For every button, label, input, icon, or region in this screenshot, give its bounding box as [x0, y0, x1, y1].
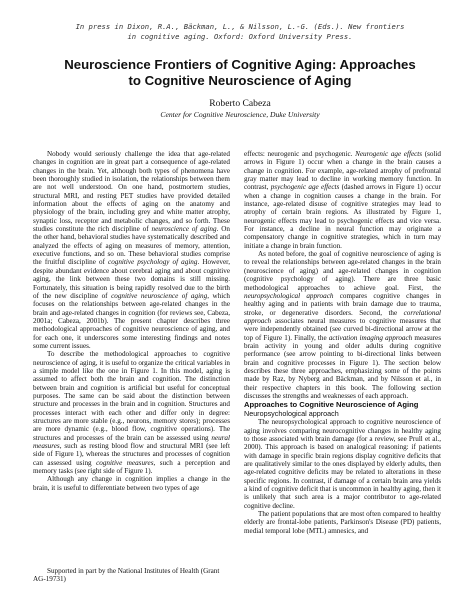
text-span: , such as resting blood flow and structural MRI (see left side of Figure 1), whereas the structures and processes of cognition can assessed using — [33, 442, 230, 467]
right-paragraph-3: The neuropsychological approach to cognitive neuroscience of aging involves comparing neurocognitive changes in healthy aging to those associated with brain damage (for a review, see Prull et al., 2000). This approach is based on analogical reasoning: if patients with damage in specific brain regions display cognitive deficits that are qualitatively similar to the ones displayed by elderly adults, then age-related cognitive deficits may be related to alterations in these specific regions. In contrast, if damage of a certain brain area yields a kind of cognitive deficit that is uncommon in healthy aging, then it is unlikely that such area is a major contributor to age-related cognitive decline. — [244, 418, 441, 510]
emphasis-term: neural measures — [33, 433, 230, 451]
section-heading: Approaches to Cognitive Neuroscience of Aging — [244, 400, 419, 410]
right-column — [244, 150, 441, 535]
emphasis-term: cognitive psychology of aging — [108, 258, 198, 267]
left-paragraph-3: Although any change in cognition implies a change in the brain, it is useful to differentiate between two types of age — [33, 475, 230, 492]
right-paragraph-1 — [244, 150, 441, 250]
left-paragraph-2 — [33, 350, 230, 475]
text-span: effects: neurogenic and psychogenic. — [244, 150, 356, 158]
text-span: (dashed arrows in Figure 1) occur when a change in cognition causes a change in the brain. For instance, age-related disuse of cognitive strategies may lead to atrophy of certain brain regions. As illustrated by Figure 1, neurogenic effects may lead to psychogenic effects and vice versa. For instance, a decline in neural function may originate a compensatory change in cognitive strategies, which in turn may initiate a change in brain function. — [244, 183, 441, 250]
emphasis-term: psychogenic age effects — [270, 183, 340, 192]
text-span: , such a perception and memory tasks (see right side of Figure 1). — [33, 458, 230, 476]
footnote-line-2: AG-19731) — [33, 575, 66, 584]
emphasis-term: correlational approach — [244, 308, 441, 325]
emphasis-term: activation imaging approach — [328, 333, 413, 342]
emphasis-term: Neurogenic age effects — [355, 150, 423, 158]
emphasis-term: cognitive neuroscience of aging — [111, 291, 208, 300]
emphasis-term: neuroscience of aging — [151, 225, 217, 234]
paper-title — [40, 57, 440, 89]
right-paragraph-2 — [244, 250, 441, 400]
funding-footnote — [33, 567, 230, 584]
text-span: As noted before, the goal of cognitive neuroscience of aging is to reveal the relationships between age-related changes in the brain (neuroscience of aging) and age-related changes in cognition (cognitive psychology of aging). There are three basic methodological approaches to achieve goal. First, the — [244, 250, 441, 292]
emphasis-term: cognitive measures — [96, 458, 154, 467]
text-span: , which focuses on the relationships between age-related changes in the brain and age-related changes in cognition (for reviews see, Cabeza, 2001a; Cabeza, 2001b). The present chapter describes three methodological approaches of cognitive neuroscience of aging, and for each one, it underscores some interesting findings and notes some current issues. — [33, 291, 231, 350]
left-paragraph-1 — [33, 150, 230, 350]
paper-title-line-2: to Cognitive Neuroscience of Aging — [128, 73, 352, 88]
left-column — [33, 150, 230, 492]
right-paragraph-4: The patient populations that are most often compared to healthy elderly are frontal-lobe patients, Parkinson's Disease (PD) patients, medial temporal lobe (MTL) amnesics, and — [244, 510, 441, 535]
text-span: compares cognitive changes in healthy aging and in patients with brain damage due to trauma, stroke, or degenerative disorders. Second, the — [244, 291, 441, 317]
author-affiliation: Center for Cognitive Neuroscience, Duke University — [160, 110, 320, 119]
paper-title-line-1: Neuroscience Frontiers of Cognitive Aging: Approaches — [64, 57, 416, 72]
author-name: Roberto Cabeza — [209, 98, 271, 109]
citation-note — [40, 22, 440, 42]
text-span: associates neural measures to cognitive measures that were independently obtained (see curved bi-directional arrow at the top of Figure 1). Finally, the — [244, 316, 441, 342]
text-span: (solid arrows in Figure 1) occur when a change in the brain causes a change in cognition. For example, age-related atrophy of prefrontal gray matter may lead to decline in working memory function. In contrast, — [244, 150, 441, 192]
footnote-line-1: Supported in part by the National Institutes of Health (Grant — [47, 567, 220, 575]
text-span: . On the other hand, behavioral studies have systematically described and analyzed the effects of aging on measures of memory, attention, executive functions, and so on. These behavioral studies comprise the fruitful discipline of — [33, 225, 230, 267]
citation-note-line-1: In press in Dixon, R.A., Bäckman, L., & Nilsson, L.-G. (Eds.). New frontiers — [75, 22, 405, 31]
citation-note-line-2: in cognitive aging. Oxford: Oxford University Press. — [127, 32, 353, 41]
text-span: . However, despite abundant evidence about cerebral aging and about cognitive aging, the link between these two domains is still missing. Fortunately, this situation is being rapidly resolved due to the birth of the new discipline of — [33, 258, 231, 300]
emphasis-term: neuropsychological approach — [244, 291, 334, 300]
text-span: measures brain activity in young and older adults during cognitive performance (see arrow pointing to bi-directional links between brain and cognitive processes in Figure 1). The section below describes these three approaches, emphasizing some of the points made by Raz, by Nyberg and Bäckman, and by Nilsson et al., in their respective chapters in this book. The following section discusses the strengths and weaknesses of each approach. — [244, 333, 441, 400]
text-span: Nobody would seriously challenge the idea that age-related changes in cognition are in great part a consequence of age-related changes in the brain. Yet, although both types of phenomena have been thoroughly studied in isolation, the relationships between them are not well understood. On one hand, postmortem studies, structural MRI, and resting PET studies have provided detailed information about the effects of aging on the anatomy and physiology of the brain, including grey and white matter atrophy, synaptic loss, receptor and metabolic changes, and so forth. These studies constitute the rich discipline of — [33, 150, 230, 234]
subsection-heading: Neuropsychological approach — [244, 409, 339, 419]
text-span: To describe the methodological approaches to cognitive neuroscience of aging, it is useful to organize the critical variables in a simple model like the one in Figure 1. In this model, aging is assumed to affect both the brain and cognition. The distinction between brain and cognition is artificial but useful for conceptual purposes. The same can be said about the distinction between structure and processes in the brain and in cognition. Structures and processes interact with each other and differ only in degree: structures are more stable (e.g., neurons, memory stores); processes are more dynamic (e.g., blood flow, cognitive operations). The structures and processes of the brain can be assessed using — [33, 350, 230, 442]
